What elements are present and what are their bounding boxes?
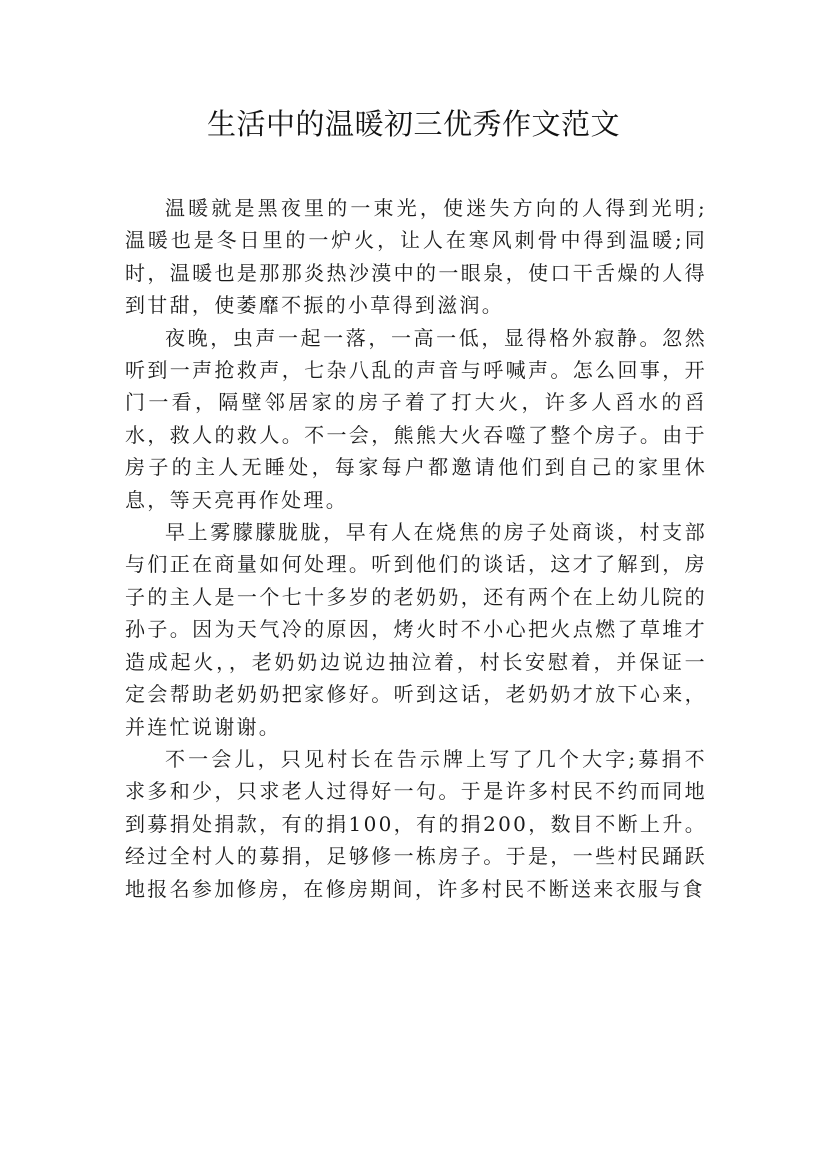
paragraph: 不一会儿，只见村长在告示牌上写了几个大字;募捐不求多和少，只求老人过得好一句。于是许多村民不约而同地到募捐处捐款，有的捐100，有的捐200，数目不断上升。经过全村人的募捐，足够修一栋房子。于是，一些村民踊跃地报名参加修房，在修房期间，许多村民不断送来衣服与食 bbox=[125, 746, 707, 901]
paragraph: 温暖就是黑夜里的一束光，使迷失方向的人得到光明;温暖也是冬日里的一炉火，让人在寒风刺骨中得到温暖;同时，温暖也是那那炎热沙漠中的一眼泉，使口干舌燥的人得到甘甜，使萎靡不振的小草得到滋润。 bbox=[125, 196, 707, 318]
page-title: 生活中的温暖初三优秀作文范文 bbox=[206, 107, 620, 141]
paragraph: 夜晚，虫声一起一落，一高一低，显得格外寂静。忽然听到一声抢救声，七杂八乱的声音与呼喊声。怎么回事，开门一看，隔壁邻居家的房子着了打大火，许多人舀水的舀水，救人的救人。不一会，熊熊大火吞噬了整个房子。由于房子的主人无睡处，每家每户都邀请他们到自己的家里休息，等天亮再作处理。 bbox=[125, 325, 707, 512]
paragraph: 早上雾朦朦胧胧，早有人在烧焦的房子处商谈，村支部与们正在商量如何处理。听到他们的谈话，这才了解到，房子的主人是一个七十多岁的老奶奶，还有两个在上幼儿院的孙子。因为天气冷的原因，烤火时不小心把火点燃了草堆才造成起火，，老奶奶边说边抽泣着，村长安慰着，并保证一定会帮助老奶奶把家修好。听到这话，老奶奶才放下心来，并连忙说谢谢。 bbox=[125, 520, 707, 739]
article-body bbox=[125, 192, 707, 905]
